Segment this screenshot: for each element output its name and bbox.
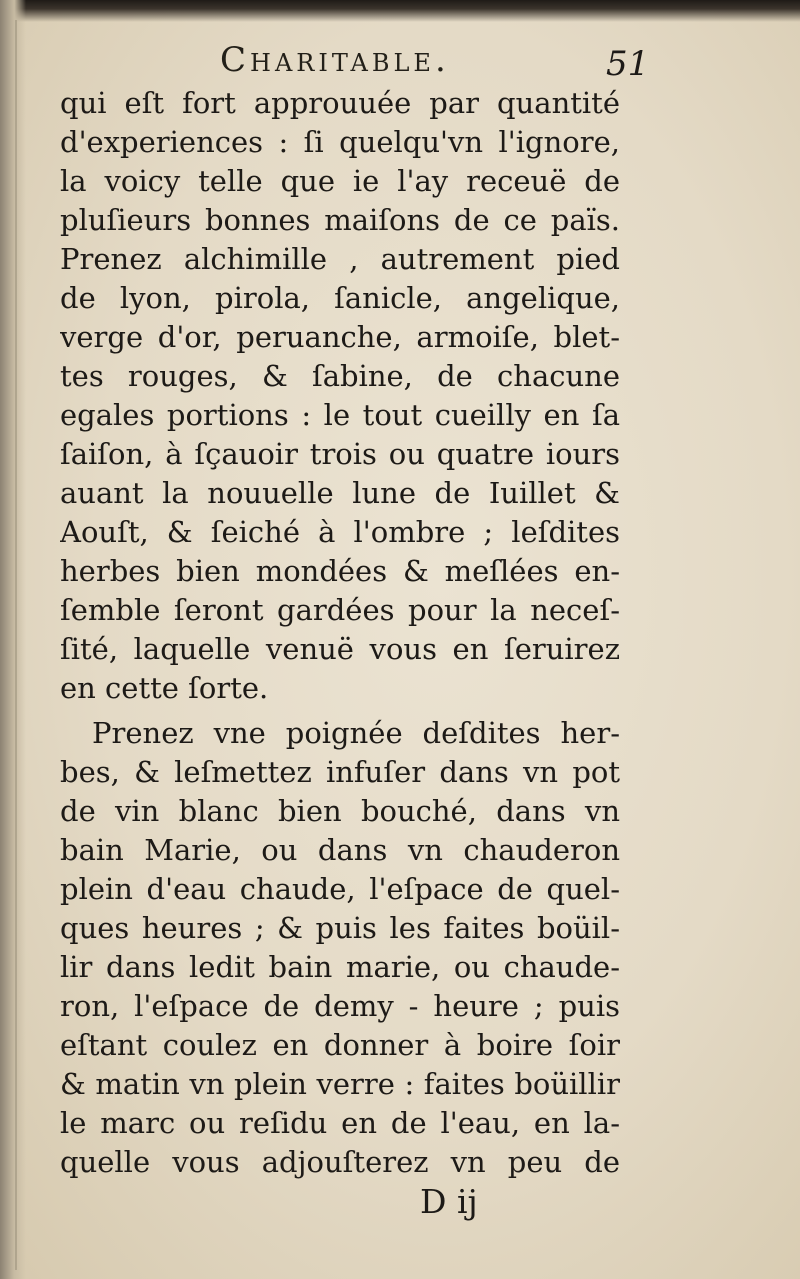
text-line: quelle vous adjouſterez vn peu de bbox=[60, 1145, 620, 1179]
text-line: ſaiſon, à ſçauoir trois ou quatre iours bbox=[60, 437, 620, 471]
text-line: d'experiences : ſi quelqu'vn l'ignore, bbox=[60, 125, 620, 159]
text-line: ſemble ſeront gardées pour la neceſ- bbox=[60, 593, 620, 627]
text-line: ſité, laquelle venuë vous en ſeruirez bbox=[60, 632, 620, 666]
text-line: de vin blanc bien bouché, dans vn bbox=[60, 794, 620, 828]
signature-mark: D ij bbox=[420, 1182, 478, 1221]
text-line: lir dans ledit bain marie, ou chaude- bbox=[60, 950, 620, 984]
gutter-edge bbox=[5, 20, 17, 1270]
text-line: Aouſt, & ſeiché à l'ombre ; leſdites bbox=[60, 515, 620, 549]
paragraph-first-line: Prenez vne poignée deſdites her- bbox=[92, 716, 620, 750]
running-head: Charitable. bbox=[220, 40, 450, 80]
text-line: pluſieurs bonnes maiſons de ce païs. bbox=[60, 203, 620, 237]
text-line: ron, l'eſpace de demy - heure ; puis bbox=[60, 989, 620, 1023]
text-line: verge d'or, peruanche, armoiſe, blet- bbox=[60, 320, 620, 354]
text-line: eſtant coulez en donner à boire ſoir bbox=[60, 1028, 620, 1062]
text-line: la voicy telle que ie l'ay receuë de bbox=[60, 164, 620, 198]
text-line: herbes bien mondées & meſlées en- bbox=[60, 554, 620, 588]
text-line: de lyon, pirola, ſanicle, angelique, bbox=[60, 281, 620, 315]
text-line: auant la nouuelle lune de Iuillet & bbox=[60, 476, 620, 510]
text-line: plein d'eau chaude, l'eſpace de quel- bbox=[60, 872, 620, 906]
text-line: egales portions : le tout cueilly en ſa bbox=[60, 398, 620, 432]
text-line: Prenez alchimille , autrement pied bbox=[60, 242, 620, 276]
text-line: tes rouges, & ſabine, de chacune bbox=[60, 359, 620, 393]
text-line: bain Marie, ou dans vn chauderon bbox=[60, 833, 620, 867]
text-line: ques heures ; & puis les faites boüil- bbox=[60, 911, 620, 945]
page-top-shadow bbox=[0, 0, 800, 22]
text-line: qui eſt fort approuuée par quantité bbox=[60, 86, 620, 120]
text-line: en cette ſorte. bbox=[60, 671, 269, 705]
page-number: 51 bbox=[606, 44, 650, 84]
text-line: bes, & leſmettez infuſer dans vn pot bbox=[60, 755, 620, 789]
text-line: le marc ou reſidu en de l'eau, en la- bbox=[60, 1106, 620, 1140]
text-line: & matin vn plein verre : faites boüillir bbox=[60, 1067, 620, 1101]
